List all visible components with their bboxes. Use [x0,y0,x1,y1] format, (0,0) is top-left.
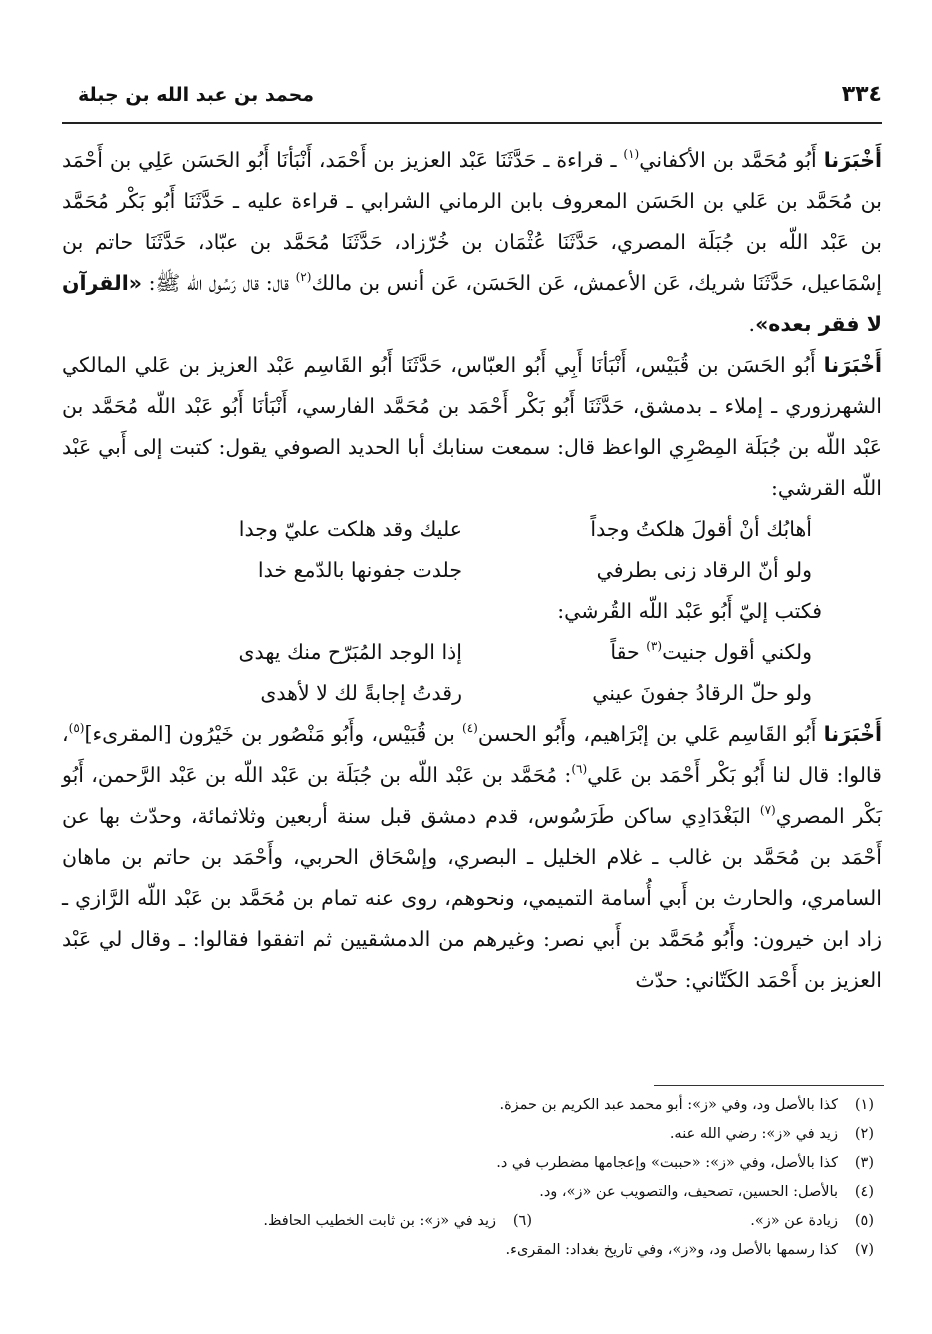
footnote [62,1120,874,1149]
text-run: ـ قراءة ـ حَدَّثَنَا عَبْد العزيز بن أَحْمَد، أَنْبَأنَا أَبُو الحَسَن عَلِي بن أَحْمَد بن مُحَمَّد بن عَلي بن الحَسَن المعروف بابن الرماني الشرابي ـ قراءة عليه ـ حَدَّثَنَا أَبُو بَكْر مُحَمَّد بن عَبْد اللّه بن جُبَلَة المصري، حَدَّثَنَا عُثْمَان بن خُرّزاد، حَدَّثَنَا مُحَمَّد بن عبّاد، حَدَّثَنَا حاتم بن إسْمَاعيل، حَدَّثَنَا شريك، عَن الأعمش، عَن الحَسَن، عَن أنس بن مالك [62,148,882,295]
footnote-ref[interactable]: (٦) [571,762,588,776]
verse-first-hemistich: أهابُك أنْ أقولَ هلكتُ وجداً [590,517,812,541]
text-run: . [748,312,756,336]
verse-intro: فكتب إليّ أَبُو عَبْد اللّه القُرشي: [557,599,822,623]
footnote-number: (٤) [854,1184,874,1200]
verse-line [62,509,882,550]
footnote-text: زيد في «ز»: بن ثابت الخطيب الحافظ. [263,1213,496,1229]
hadith-quote: «القرآن لا فقر بعده» [62,271,882,336]
verse-second-hemistich: جلدت جفونها بالدّمع خدا [257,558,462,582]
text-run: أَبُو مُحَمَّد بن الأكفاني [639,148,824,172]
footnote [62,1178,874,1207]
footnote-ref[interactable]: (٤) [462,721,478,735]
text-run: بن قُبَيْس، وأَبُو مَنْصُور بن خَيْرُون [المقرىء] [84,722,463,746]
verse-line [62,632,882,673]
header-rule [62,122,882,124]
text-run: ولكني أقول جنيت [662,640,812,664]
footnote [62,1149,874,1178]
footnote-number: (٢) [854,1126,874,1142]
text-run: قال: قال رَسُول اللّه ﷺ: [142,271,296,295]
verse-second-hemistich: رقدتُ إجابةً لك لا لأهدى [260,681,462,705]
paragraph [62,345,882,509]
footnote-text: كذا بالأصل ود، وفي «ز»: أبو محمد عبد الكريم بن حمزة. [499,1097,838,1113]
footnote-text: بالأصل: الحسين، تصحيف، والتصويب عن «ز»، ود. [539,1184,838,1200]
text-run: ، قالوا: قال لنا أَبُو بَكْر أَحْمَد بن عَلي [62,722,882,787]
footnote-text: كذا رسمها بالأصل ود، و«ز»، وفي تاريخ بغداد: المقرىء. [505,1242,838,1258]
text-run: البَغْدَادِي ساكن طَرَسُوس، قدم دمشق قبل سنة أربعين وثلاثمائة، وحدّث بها عن أَحْمَد بن مُحَمَّد بن غالب ـ غلام الخليل ـ البصري، وإسْحَاق الحربي، وأَحْمَد بن حاتم بن ماهان السامري، والحارث بن أَبي أُسامة التميمي، ونحوهم، روى عنه تمام بن مُحَمَّد بن عَبْد اللّه الرَّازي ـ زاد ابن خيرون: وأَبُو مُحَمَّد بن أَبي نصر: وغيرهم من الدمشقيين ثم اتفقوا فقالوا: ـ وقال لي عَبْد العزيز بن أَحْمَد الكَتّاني: حدّث [62,804,882,992]
footnote-ref[interactable]: (٥) [68,721,85,735]
text-run: حقاً [610,640,647,664]
paragraph-lead: أَخْبَرَنا [823,353,882,377]
main-text [62,140,882,1001]
text-run: : مُحَمَّد بن عَبْد اللّه بن جُبَلَة بن عَبْد اللّه بن عَبْد الرَّحمن، أَبُو بَكْر المصري [62,763,882,828]
footnote-ref[interactable]: (٢) [295,270,312,284]
verse-line [62,673,882,714]
footnote [62,1236,874,1265]
running-title: محمد بن عبد الله بن جبلة [78,84,315,106]
footnote-text: كذا بالأصل، وفي «ز»: «حببت» وإعجامها مضطرب في د. [496,1155,838,1171]
footnote-ref[interactable]: (٧) [759,803,776,817]
text-run: أَبُو القَاسِم عَلي بن إبْرَاهيم، وأَبُو الحسن [477,722,824,746]
paragraph [62,714,882,1001]
footnote-pair [62,1207,874,1236]
verse-second-hemistich: إذا الوجد المُبَرّح منك يهدى [238,640,462,664]
footnote-ref[interactable]: (١) [623,147,640,161]
footnote [62,1091,874,1120]
footnote-text: زيد في «ز»: رضي الله عنه. [669,1126,838,1142]
footnote-number: (٦) [512,1213,532,1229]
footnotes [62,1091,874,1265]
paragraph-lead: أَخْبَرَنا [823,722,882,746]
verse-first-hemistich [502,632,812,673]
verse-first-hemistich: ولو حلّ الرقادُ جفونَ عيني [592,681,812,705]
text-run: أَبُو الحَسَن بن قُبَيْس، أَنْبَأنَا أَبِي أَبُو العبّاس، حَدَّثَنَا أَبُو القَاسِم عَبْد العزيز بن عَلي المالكي الشهرزوري ـ إملاء ـ بدمشق، حَدَّثَنَا أَبُو بَكْر أَحْمَد بن مُحَمَّد الفارسي، أَنْبَأنَا أَبُو عَبْد اللّه مُحَمَّد بن عَبْد اللّه بن جُبَلَة المِصْرِي الواعظ قال: سمعت سنابك أبا الحديد الصوفي يقول: كتبت إلى أَبي عَبْد اللّه القرشي: [62,353,882,500]
footnote-number: (٧) [854,1242,874,1258]
footnote-number: (٥) [854,1213,874,1229]
page-number: ٣٣٤ [841,82,882,107]
footnote-number: (١) [854,1097,874,1113]
verse-first-hemistich: ولو أنّ الرقاد زنى بطرفي [596,558,812,582]
footnote-separator [654,1085,884,1086]
paragraph-lead: أَخْبَرَنا [823,148,883,172]
footnote-text: زيادة عن «ز». [750,1213,838,1229]
footnote-ref[interactable]: (٣) [646,639,663,653]
paragraph [62,140,882,345]
verse-second-hemistich: عليك وقد هلكت عليّ وجدا [238,517,462,541]
page-header [78,82,882,116]
verse-line [62,550,882,591]
footnote-number: (٣) [854,1155,874,1171]
